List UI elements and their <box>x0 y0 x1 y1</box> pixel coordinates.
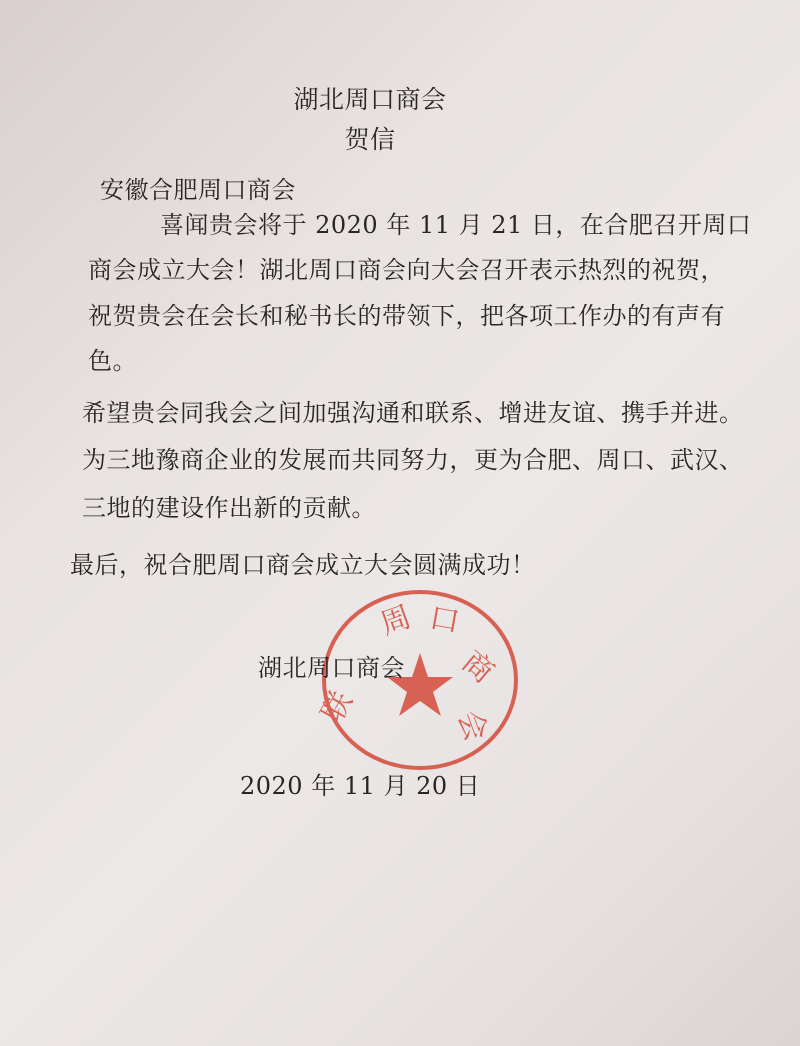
stamp-char: 口 <box>426 600 463 641</box>
paragraph2-line: 希望贵会同我会之间加强沟通和联系、增进友谊、携手并进。 <box>82 399 744 427</box>
stamp-char: 联 <box>314 685 360 729</box>
stamp-char: 商 <box>454 644 501 691</box>
paragraph1-line: 商会成立大会！湖北周口商会向大会召开表示热烈的祝贺， <box>88 256 725 284</box>
paragraph1-line: 喜闻贵会将于 2020 年 11 月 21 日，在合肥召开周口 <box>160 211 752 239</box>
paragraph2-line: 三地的建设作出新的贡献。 <box>82 494 376 522</box>
letter-title: 湖北周口商会 <box>293 85 447 114</box>
letter-subtitle: 贺信 <box>344 125 396 154</box>
paragraph1-line: 色。 <box>88 347 137 375</box>
salutation: 安徽合肥周口商会 <box>100 176 296 204</box>
stamp-char: 会 <box>450 705 494 746</box>
paragraph2-line: 为三地豫商企业的发展而共同努力，更为合肥、周口、武汉、 <box>82 446 744 474</box>
signature: 湖北周口商会 <box>258 654 405 682</box>
closing-line: 最后，祝合肥周口商会成立大会圆满成功！ <box>70 551 536 579</box>
paragraph1-line: 祝贺贵会在会长和秘书长的带领下，把各项工作办的有声有 <box>88 302 725 330</box>
stamp-char: 周 <box>375 599 416 643</box>
letter-date: 2020 年 11 月 20 日 <box>240 772 481 800</box>
